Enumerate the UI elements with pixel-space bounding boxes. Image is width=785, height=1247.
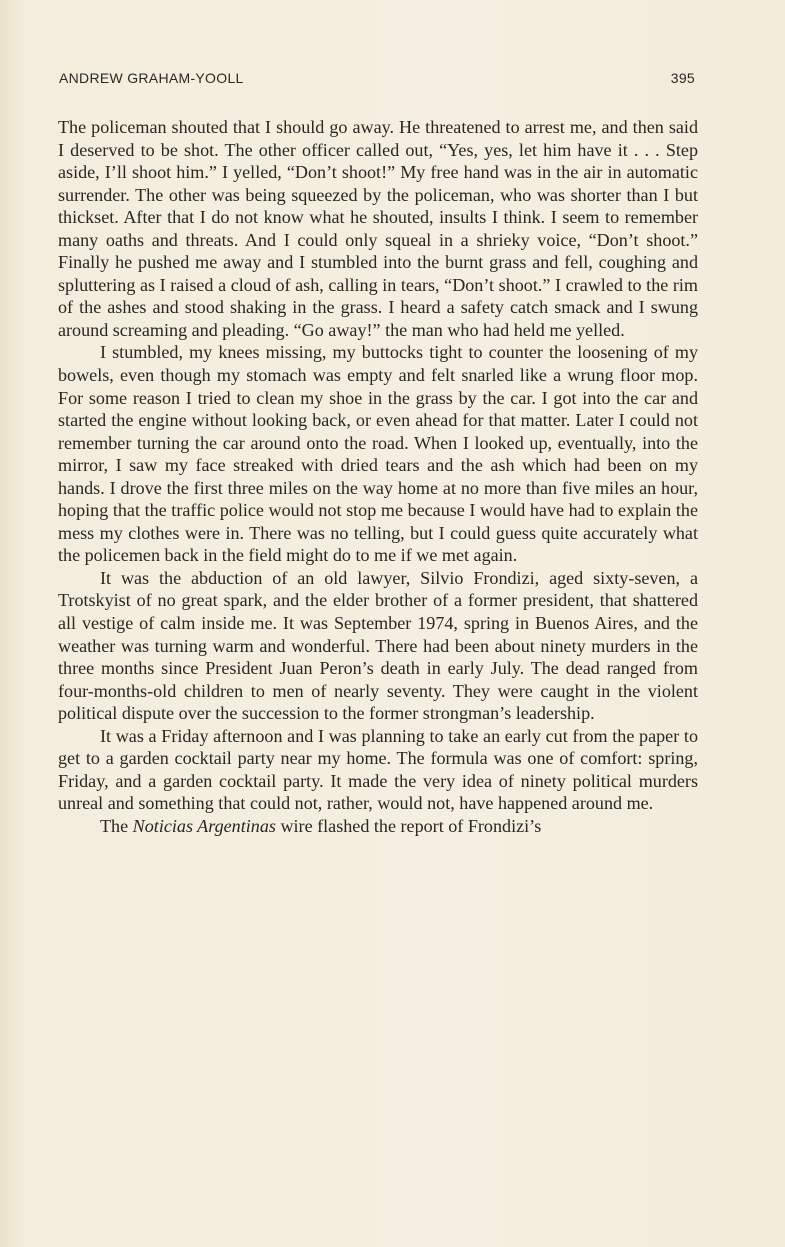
- paragraph-5: [58, 815, 698, 838]
- paragraph-3: It was the abduction of an old lawyer, Silvio Frondizi, aged sixty-seven, a Trotskyist of no great spark, and the elder brother of a former president, that shattered all vestige of calm inside me. It was September 1974, spring in Buenos Aires, and the weather was turning warm and wonderful. There had been about ninety murders in the three months since President Juan Peron’s death in early July. The dead ranged from four-months-old children to men of nearly seventy. They were caught in the violent political dispute over the succession to the former strongman’s leadership.: [58, 567, 698, 724]
- paragraph-5-rest: wire flashed the report of Frondizi’s: [280, 815, 542, 836]
- paragraph-5-lead: The: [100, 815, 129, 836]
- page-number: 395: [670, 70, 695, 86]
- running-head: [59, 70, 695, 90]
- paragraph-4: It was a Friday afternoon and I was planning to take an early cut from the paper to get to a garden cocktail party near my home. The formula was one of comfort: spring, Friday, and a garden cocktail party. It made the very idea of ninety political murders unreal and something that could not, rather, would not, have happened around me.: [58, 725, 698, 814]
- paragraph-2: I stumbled, my knees missing, my buttocks tight to counter the loosening of my bowels, even though my stomach was empty and felt snarled like a wrung floor mop. For some reason I tried to clean my shoe in the grass by the car. I got into the car and started the engine without looking back, or even ahead for that matter. Later I could not remember turning the car around onto the road. When I looked up, eventually, into the mirror, I saw my face streaked with dried tears and the ash which had been on my hands. I drove the first three miles on the way home at no more than five miles an hour, hoping that the traffic police would not stop me because I would have had to explain the mess my clothes were in. There was no telling, but I could guess quite accurately what the policemen back in the field might do to me if we met again.: [58, 342, 698, 566]
- paragraph-1: The policeman shouted that I should go away. He threatened to arrest me, and then said I deserved to be shot. The other officer called out, “Yes, yes, let him have it . . . Step aside, I’ll shoot him.” I yelled, “Don’t shoot!” My free hand was in the air in automatic surrender. The other was being squeezed by the policeman, who was shorter than I but thickset. After that I do not know what he shouted, insults I think. I seem to remember many oaths and threats. And I could only squeal in a shrieky voice, “Don’t shoot.” Finally he pushed me away and I stumbled into the burnt grass and fell, coughing and spluttering as I raised a cloud of ash, calling in tears, “Don’t shoot.” I crawled to the rim of the ashes and stood shaking in the grass. I heard a safety catch smack and I swung around screaming and pleading. “Go away!” the man who had held me yelled.: [58, 117, 698, 340]
- publication-title: Noticias Argentinas: [132, 815, 276, 836]
- body-text: [58, 116, 698, 838]
- running-head-author: ANDREW GRAHAM-YOOLL: [59, 70, 244, 86]
